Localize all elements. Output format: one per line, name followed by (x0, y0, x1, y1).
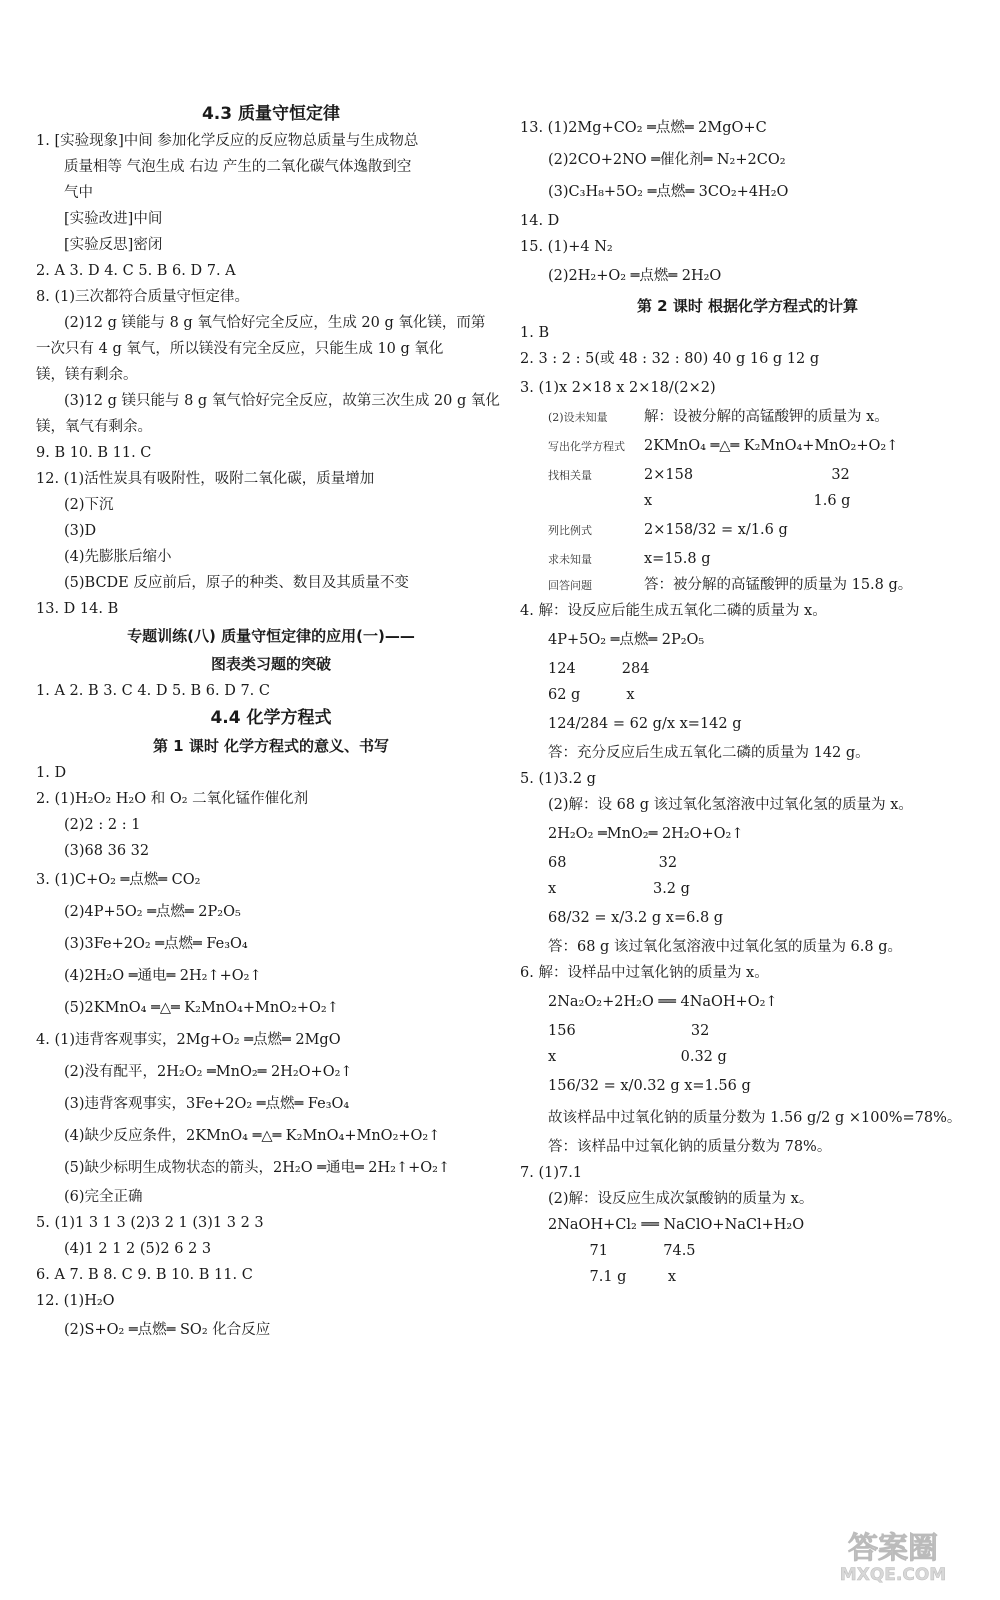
equation-line: (2)2CO+2NO ═催化剂═ N₂+2CO₂ (548, 152, 786, 168)
equation-line: 4. (1)违背客观事实，2Mg+O₂ ═点燃═ 2MgO (36, 1032, 341, 1048)
answer-line: 答：充分反应后生成五氧化二磷的质量为 142 g。 (548, 745, 870, 761)
step-label: 列比例式 (548, 524, 592, 537)
answer-line: (3)12 g 镁只能与 8 g 氧气恰好完全反应，故第三次生成 20 g 氧化 (64, 393, 500, 409)
section-title-4-3: 4.3 质量守恒定律 (201, 104, 341, 124)
answer-line: 1. [实验现象]中间 参加化学反应的反应物总质量与生成物总 (36, 133, 419, 149)
answer-line: 62 g x (548, 687, 635, 703)
answer-line: 8. (1)三次都符合质量守恒定律。 (36, 289, 249, 305)
answer-line: x 0.32 g (548, 1049, 727, 1065)
answer-line: (3)D (64, 523, 97, 539)
equation-line: 13. (1)2Mg+CO₂ ═点燃═ 2MgO+C (520, 120, 767, 136)
answer-line: 14. D (520, 213, 560, 229)
step-text: x=15.8 g (644, 551, 711, 567)
answer-line: 6. 解：设样品中过氧化钠的质量为 x。 (520, 965, 769, 981)
step-label: 回答问题 (548, 579, 592, 592)
answer-line: 68 32 (548, 855, 678, 871)
left-column (36, 100, 506, 1346)
step-text: 解：设被分解的高锰酸钾的质量为 x。 (644, 409, 889, 425)
answer-line: 质量相等 气泡生成 右边 产生的二氧化碳气体逸散到空 (64, 159, 412, 175)
equation-line: (2)没有配平，2H₂O₂ ═MnO₂═ 2H₂O+O₂↑ (64, 1064, 353, 1080)
equation-line: (3)C₃H₈+5O₂ ═点燃═ 3CO₂+4H₂O (548, 184, 789, 200)
answer-line: 71 74.5 (548, 1243, 696, 1259)
answer-line: (3)68 36 32 (64, 843, 150, 859)
equation-line: 2Na₂O₂+2H₂O ══ 4NaOH+O₂↑ (548, 994, 778, 1010)
step-label: 找相关量 (548, 469, 592, 482)
equation-line: (2)S+O₂ ═点燃═ SO₂ 化合反应 (64, 1322, 271, 1338)
solution-step (520, 404, 975, 430)
answer-line: 答：68 g 该过氧化氢溶液中过氧化氢的质量为 6.8 g。 (548, 939, 903, 955)
step-text: x 1.6 g (644, 493, 851, 509)
solution-step (520, 488, 975, 514)
watermark-logo (805, 1524, 980, 1586)
answer-line: 12. (1)H₂O (36, 1293, 115, 1309)
step-label: (2)设未知量 (548, 411, 608, 424)
answer-line: 故该样品中过氧化钠的质量分数为 1.56 g/2 g ×100%=78%。 (548, 1110, 962, 1126)
answer-line: (4)先膨胀后缩小 (64, 549, 172, 565)
step-text: 2×158/32 = x/1.6 g (644, 522, 788, 538)
equation-line: (2)2H₂+O₂ ═点燃═ 2H₂O (548, 268, 722, 284)
answer-line: (5)BCDE 反应前后，原子的种类、数目及其质量不变 (64, 575, 409, 591)
topic-title: 专题训练(八) 质量守恒定律的应用(一)—— (127, 627, 415, 645)
equation-line: 3. (1)C+O₂ ═点燃═ CO₂ (36, 872, 201, 888)
answer-line: (2)解：设 68 g 该过氧化氢溶液中过氧化氢的质量为 x。 (548, 797, 913, 813)
answer-line: 答：该样品中过氧化钠的质量分数为 78%。 (548, 1139, 832, 1155)
answer-line: 15. (1)+4 N₂ (520, 239, 613, 255)
equation-line: (5)缺少标明生成物状态的箭头，2H₂O ═通电═ 2H₂↑+O₂↑ (64, 1160, 451, 1176)
answer-line: 气中 (64, 185, 93, 201)
answer-line: 镁，氧气有剩余。 (36, 419, 152, 435)
answer-line: 2. (1)H₂O₂ H₂O 和 O₂ 二氧化锰作催化剂 (36, 791, 309, 807)
svg-text:MXQE.COM: MXQE.COM (839, 1565, 947, 1585)
answer-line: x 3.2 g (548, 881, 690, 897)
solution-step (520, 430, 975, 462)
answer-line: (2)下沉 (64, 497, 114, 513)
equation-line: (3)3Fe+2O₂ ═点燃═ Fe₃O₄ (64, 936, 248, 952)
equation-line: 4P+5O₂ ═点燃═ 2P₂O₅ (548, 632, 705, 648)
answer-line: 镁，镁有剩余。 (36, 367, 138, 383)
lesson-title: 第 1 课时 化学方程式的意义、书写 (152, 737, 390, 755)
answer-line: 156/32 = x/0.32 g x=1.56 g (548, 1078, 751, 1094)
equation-line: (5)2KMnO₄ ═△═ K₂MnO₄+MnO₂+O₂↑ (64, 1000, 339, 1016)
solution-step (520, 572, 975, 598)
answer-line: [实验改进]中间 (64, 211, 163, 227)
lesson-title: 第 2 课时 根据化学方程式的计算 (636, 297, 859, 315)
answer-line: 124 284 (548, 661, 650, 677)
answer-line: 5. (1)1 3 1 3 (2)3 2 1 (3)1 3 2 3 (36, 1215, 264, 1231)
answer-line: 一次只有 4 g 氧气，所以镁没有完全反应，只能生成 10 g 氧化 (36, 341, 444, 357)
answer-line: (2)12 g 镁能与 8 g 氧气恰好完全反应，生成 20 g 氧化镁，而第 (64, 315, 486, 331)
answer-line: 2NaOH+Cl₂ ══ NaClO+NaCl+H₂O (548, 1217, 805, 1233)
answer-line: 4. 解：设反应后能生成五氧化二磷的质量为 x。 (520, 603, 827, 619)
equation-line: 2H₂O₂ ═MnO₂═ 2H₂O+O₂↑ (548, 826, 744, 842)
equation-line: (3)违背客观事实，3Fe+2O₂ ═点燃═ Fe₃O₄ (64, 1096, 350, 1112)
answer-line: 124/284 = 62 g/x x=142 g (548, 716, 742, 732)
equation-line: (4)缺少反应条件，2KMnO₄ ═△═ K₂MnO₄+MnO₂+O₂↑ (64, 1128, 441, 1144)
equation-line: (2)4P+5O₂ ═点燃═ 2P₂O₅ (64, 904, 241, 920)
answer-line: 7. (1)7.1 (520, 1165, 583, 1181)
answer-line: 1. D (36, 765, 67, 781)
equation-line: (4)2H₂O ═通电═ 2H₂↑+O₂↑ (64, 968, 262, 984)
svg-text:答案圈: 答案圈 (848, 1531, 938, 1566)
answer-line: 13. D 14. B (36, 601, 119, 617)
answer-line: (6)完全正确 (64, 1189, 143, 1205)
answer-line: 1. A 2. B 3. C 4. D 5. B 6. D 7. C (36, 683, 270, 699)
right-column (520, 112, 975, 1290)
answer-line: (2)解：设反应生成次氯酸钠的质量为 x。 (548, 1191, 814, 1207)
answer-line: (2)2 : 2 : 1 (64, 817, 141, 833)
answer-line: 6. A 7. B 8. C 9. B 10. B 11. C (36, 1267, 253, 1283)
answer-line: 7.1 g x (548, 1269, 677, 1285)
step-text: 2KMnO₄ ═△═ K₂MnO₄+MnO₂+O₂↑ (644, 438, 899, 454)
solution-step (520, 462, 975, 488)
step-label: 写出化学方程式 (548, 440, 625, 453)
topic-title: 图表类习题的突破 (210, 655, 331, 673)
answer-line: 2. 3 : 2 : 5(或 48 : 32 : 80) 40 g 16 g 12 g (520, 351, 820, 367)
section-title-4-4: 4.4 化学方程式 (210, 708, 332, 728)
step-text: 2×158 32 (644, 467, 850, 483)
answer-line: 3. (1)x 2×18 x 2×18/(2×2) (520, 380, 716, 396)
solution-step (520, 514, 975, 546)
answer-line: 68/32 = x/3.2 g x=6.8 g (548, 910, 724, 926)
answer-line: 5. (1)3.2 g (520, 771, 596, 787)
answer-line: 9. B 10. B 11. C (36, 445, 152, 461)
answer-line: 1. B (520, 325, 550, 341)
answer-line: 2. A 3. D 4. C 5. B 6. D 7. A (36, 263, 236, 279)
answer-line: 12. (1)活性炭具有吸附性，吸附二氧化碳，质量增加 (36, 471, 375, 487)
step-label: 求未知量 (548, 553, 592, 566)
step-text: 答：被分解的高锰酸钾的质量为 15.8 g。 (644, 577, 913, 593)
answer-line: 156 32 (548, 1023, 710, 1039)
answer-line: [实验反思]密闭 (64, 237, 163, 253)
answer-line: (4)1 2 1 2 (5)2 6 2 3 (64, 1241, 212, 1257)
solution-step (520, 546, 975, 572)
